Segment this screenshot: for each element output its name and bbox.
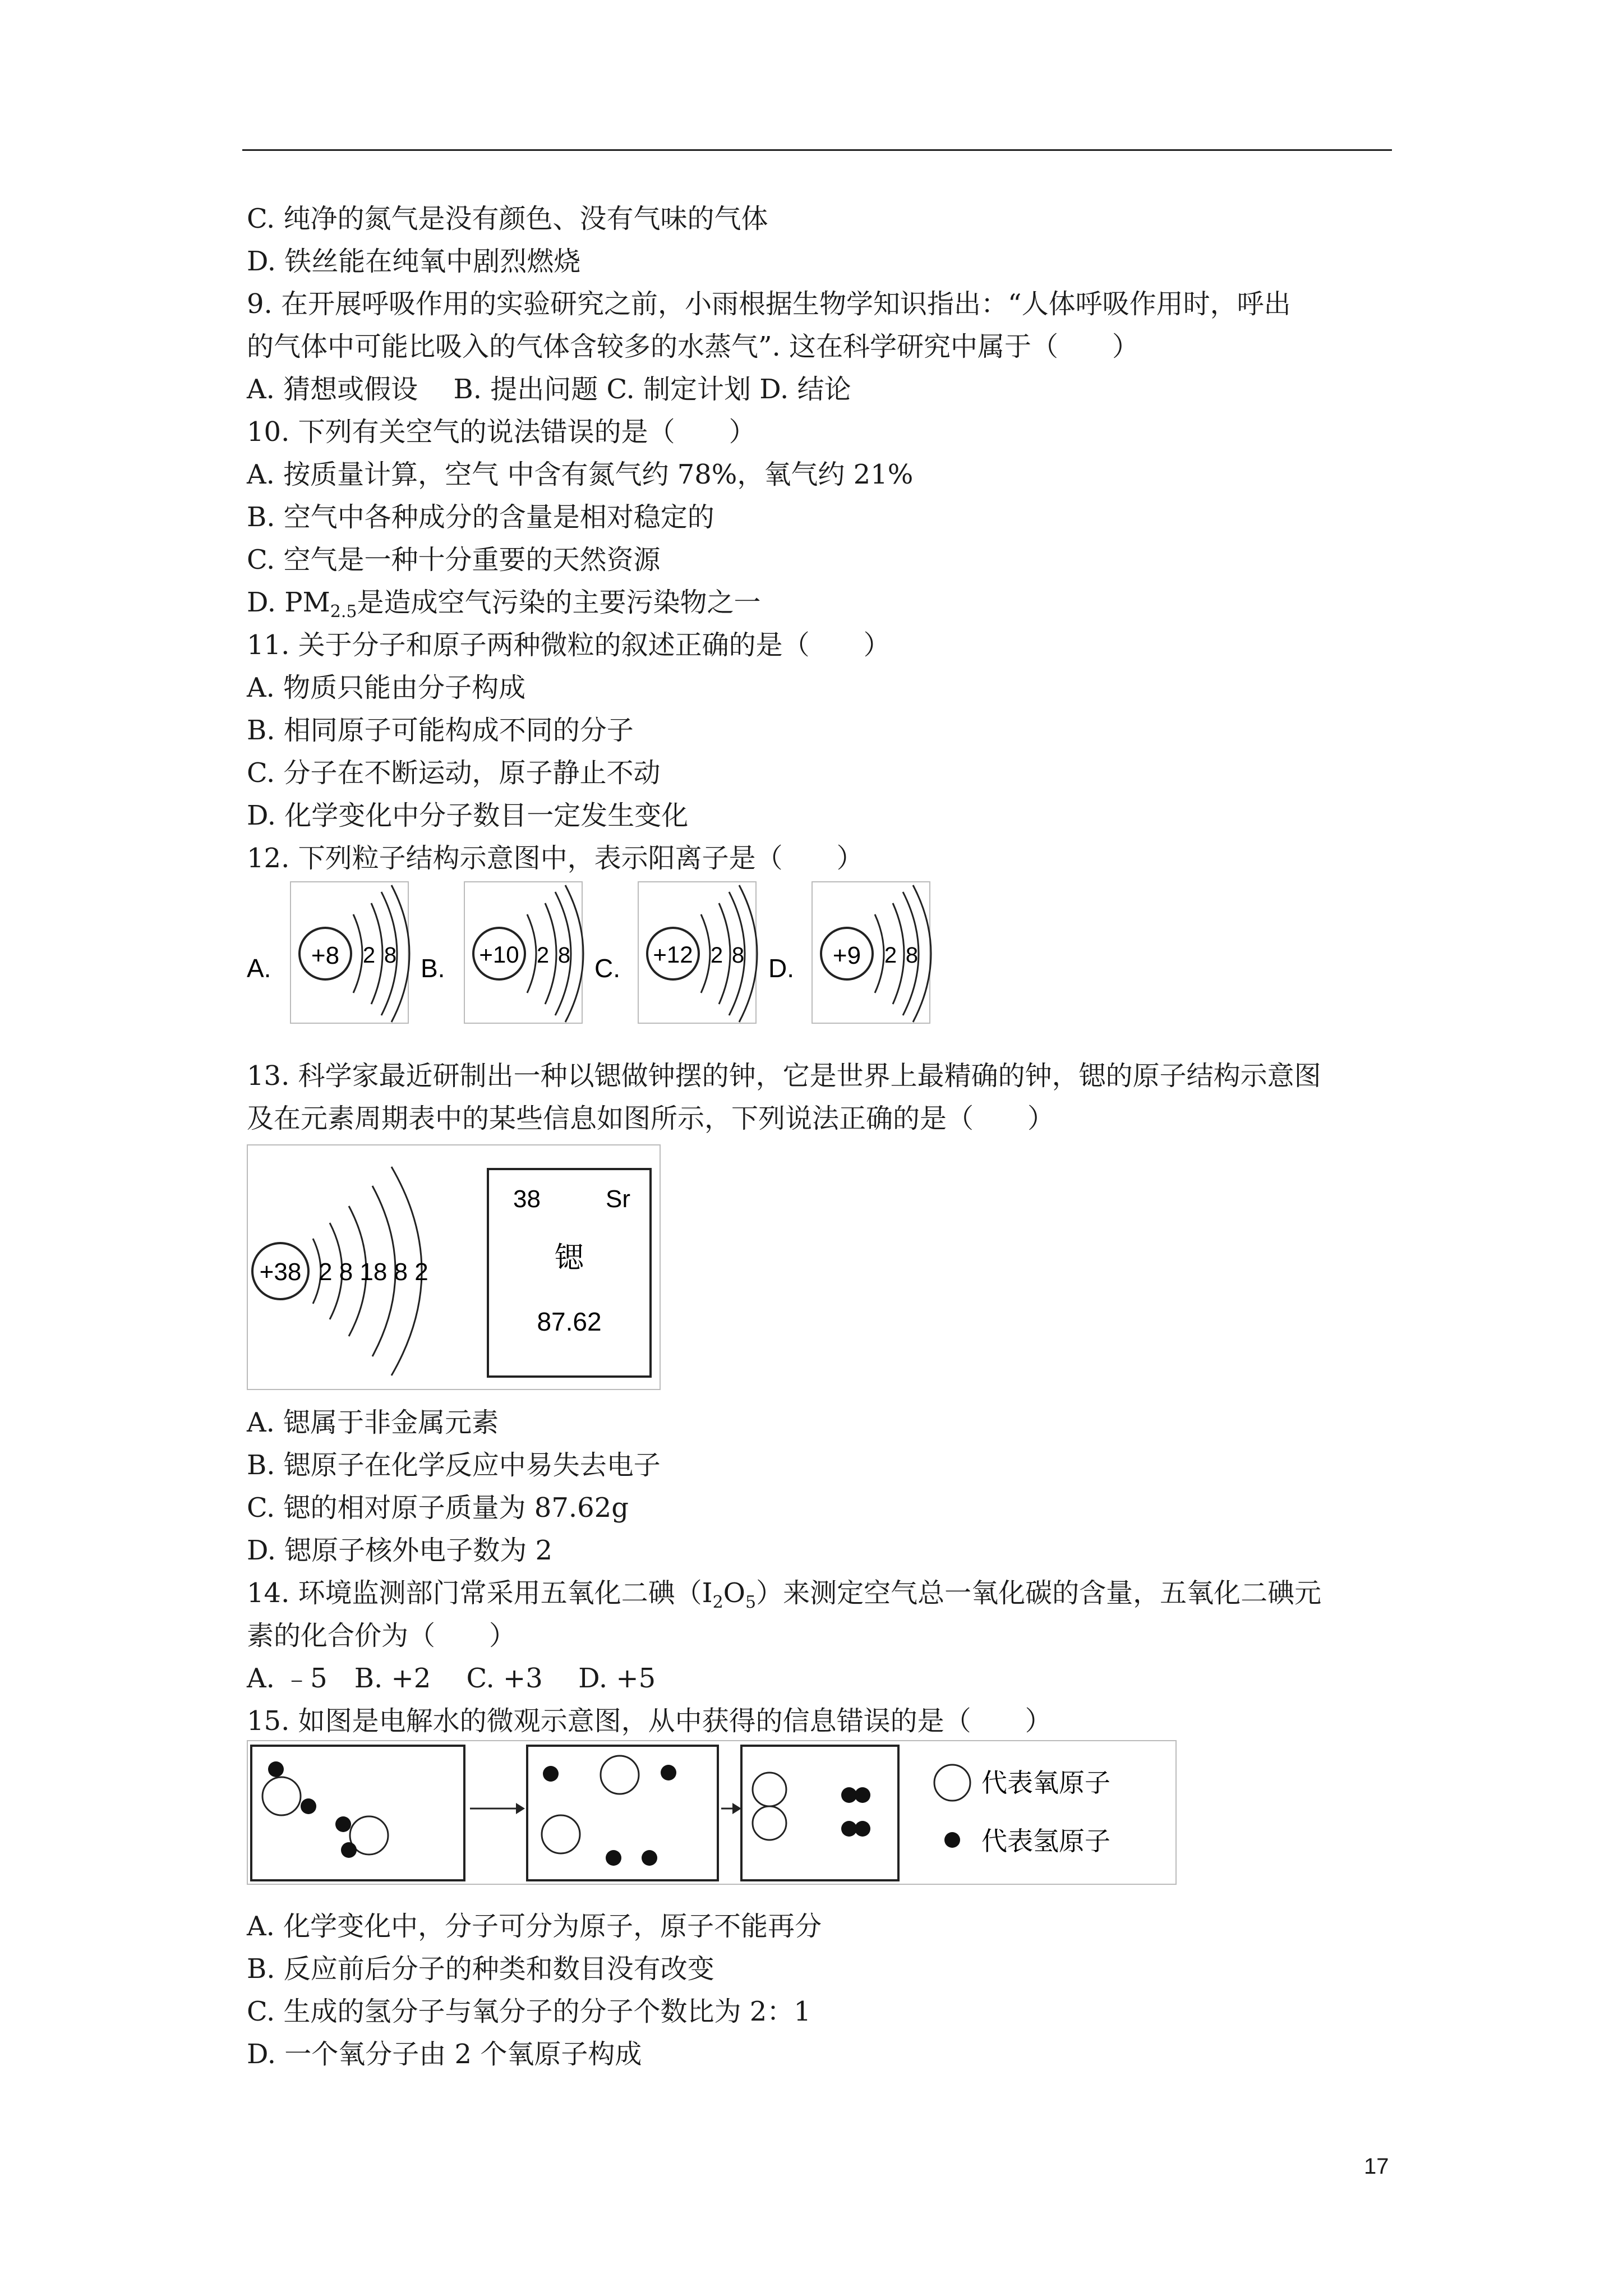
q15-option-a: A. 化学变化中，分子可分为原子，原子不能再分 xyxy=(247,1911,822,1942)
q12-b-label: B. xyxy=(421,954,445,983)
q12-d-nucleus: +9 xyxy=(832,942,861,969)
q12-b-shell2: 8 xyxy=(557,943,571,968)
sr-name: 锶 xyxy=(554,1242,584,1274)
q12-a-nucleus: +8 xyxy=(311,942,340,969)
sr-mass: 87.62 xyxy=(537,1307,602,1336)
q10-d-subscript: 2.5 xyxy=(330,602,357,622)
q14-options: A. ﹣5 B. +2 C. +3 D. +5 xyxy=(247,1663,656,1694)
q14-text-b: O xyxy=(723,1577,746,1609)
legend xyxy=(934,1765,1110,1856)
q12-a-label: A. xyxy=(247,954,271,983)
q12-option-b-diagram xyxy=(421,882,583,1023)
q12-c-nucleus: +12 xyxy=(653,941,693,968)
box-water-molecules xyxy=(251,1746,464,1880)
q11-option-a: A. 物质只能由分子构成 xyxy=(247,672,526,703)
box-separated-atoms xyxy=(527,1746,718,1880)
q11-stem: 11. 关于分子和原子两种微粒的叙述正确的是（ ） xyxy=(247,629,891,661)
q9-options: A. 猜想或假设 B. 提出问题 C. 制定计划 D. 结论 xyxy=(247,374,851,405)
q15-figure xyxy=(247,1740,1178,1886)
q11-option-b: B. 相同原子可能构成不同的分子 xyxy=(247,715,634,746)
header-rule xyxy=(242,149,1392,151)
sr-nucleus: +38 xyxy=(259,1258,302,1286)
legend-oxygen: 代表氧原子 xyxy=(981,1768,1110,1797)
q13-option-a: A. 锶属于非金属元素 xyxy=(247,1407,499,1438)
q12-figure xyxy=(247,881,937,1027)
q12-a-shell1: 2 xyxy=(362,943,376,968)
q13-option-d: D. 锶原子核外电子数为 2 xyxy=(247,1535,553,1566)
q10-option-c: C. 空气是一种十分重要的天然资源 xyxy=(247,544,661,576)
q10-option-b: B. 空气中各种成分的含量是相对稳定的 xyxy=(247,501,714,533)
page-number: 17 xyxy=(1364,2154,1389,2179)
q12-b-nucleus: +10 xyxy=(479,941,519,968)
sr-symbol: Sr xyxy=(606,1185,630,1213)
sr-shells: 2 8 18 8 2 xyxy=(319,1258,428,1286)
legend-hydrogen: 代表氢原子 xyxy=(981,1826,1110,1856)
q14-stem-1 xyxy=(247,1576,1321,1619)
q12-option-c-diagram xyxy=(594,882,757,1023)
q15-option-b: B. 反应前后分子的种类和数目没有改变 xyxy=(247,1953,714,1985)
q11-option-c: C. 分子在不断运动，原子静止不动 xyxy=(247,757,661,789)
q13-stem-2: 及在元素周期表中的某些信息如图所示，下列说法正确的是（ ） xyxy=(247,1103,1055,1134)
q12-d-shell1: 2 xyxy=(884,943,897,968)
box-products xyxy=(741,1746,898,1880)
q13-option-c: C. 锶的相对原子质量为 87.62g xyxy=(247,1492,629,1524)
q15-option-c: C. 生成的氢分子与氧分子的分子个数比为 2：1 xyxy=(247,1996,811,2027)
q12-c-shell1: 2 xyxy=(710,943,723,968)
q9-stem-1: 9. 在开展呼吸作用的实验研究之前，小雨根据生物学知识指出：“人体呼吸作用时，呼出 xyxy=(247,288,1291,320)
q14-text-c: ）来测定空气总一氧化碳的含量，五氧化二碘元 xyxy=(756,1577,1322,1609)
q12-d-label: D. xyxy=(768,954,794,983)
q15-option-d: D. 一个氧分子由 2 个氧原子构成 xyxy=(247,2039,642,2070)
q10-option-d xyxy=(247,586,760,629)
q14-text-a: 14. 环境监测部门常采用五氧化二碘（I xyxy=(247,1577,713,1609)
arrow-1 xyxy=(470,1803,525,1814)
q14-stem-2: 素的化合价为（ ） xyxy=(247,1620,517,1651)
q15-stem: 15. 如图是电解水的微观示意图，从中获得的信息错误的是（ ） xyxy=(247,1705,1052,1737)
arrow-2 xyxy=(721,1803,741,1814)
q12-c-label: C. xyxy=(594,954,620,983)
q13-option-b: B. 锶原子在化学反应中易失去电子 xyxy=(247,1450,661,1481)
q8-option-d: D. 铁丝能在纯氧中剧烈燃烧 xyxy=(247,246,581,277)
q12-b-shell1: 2 xyxy=(536,943,550,968)
q12-a-shell2: 8 xyxy=(384,943,397,968)
q12-c-shell2: 8 xyxy=(731,943,745,968)
q12-option-a-diagram xyxy=(247,882,409,1023)
q8-option-c: C. 纯净的氮气是没有颜色、没有气味的气体 xyxy=(247,203,768,234)
q10-d-text-a: D. PM xyxy=(247,587,330,618)
q10-option-a: A. 按质量计算，空气 中含有氮气约 78%，氧气约 21% xyxy=(247,459,914,490)
q12-stem: 12. 下列粒子结构示意图中，表示阳离子是（ ） xyxy=(247,843,864,874)
q11-option-d: D. 化学变化中分子数目一定发生变化 xyxy=(247,800,689,831)
strontium-atom-diagram xyxy=(252,1167,428,1375)
periodic-table-cell xyxy=(488,1169,651,1377)
q13-figure xyxy=(247,1144,662,1391)
q12-option-d-diagram xyxy=(768,882,931,1023)
q10-stem: 10. 下列有关空气的说法错误的是（ ） xyxy=(247,416,756,448)
sr-atomic-number: 38 xyxy=(513,1185,541,1213)
q13-stem-1: 13. 科学家最近研制出一种以锶做钟摆的钟，它是世界上最精确的钟，锶的原子结构示意图 xyxy=(247,1060,1321,1092)
q9-stem-2: 的气体中可能比吸入的气体含较多的水蒸气”. 这在科学研究中属于（ ） xyxy=(247,331,1140,362)
q14-sub-1: 2 xyxy=(712,1593,723,1612)
q12-d-shell2: 8 xyxy=(905,943,919,968)
q10-d-text-b: 是造成空气污染的主要污染物之一 xyxy=(357,587,761,618)
q14-sub-2: 5 xyxy=(745,1593,757,1612)
